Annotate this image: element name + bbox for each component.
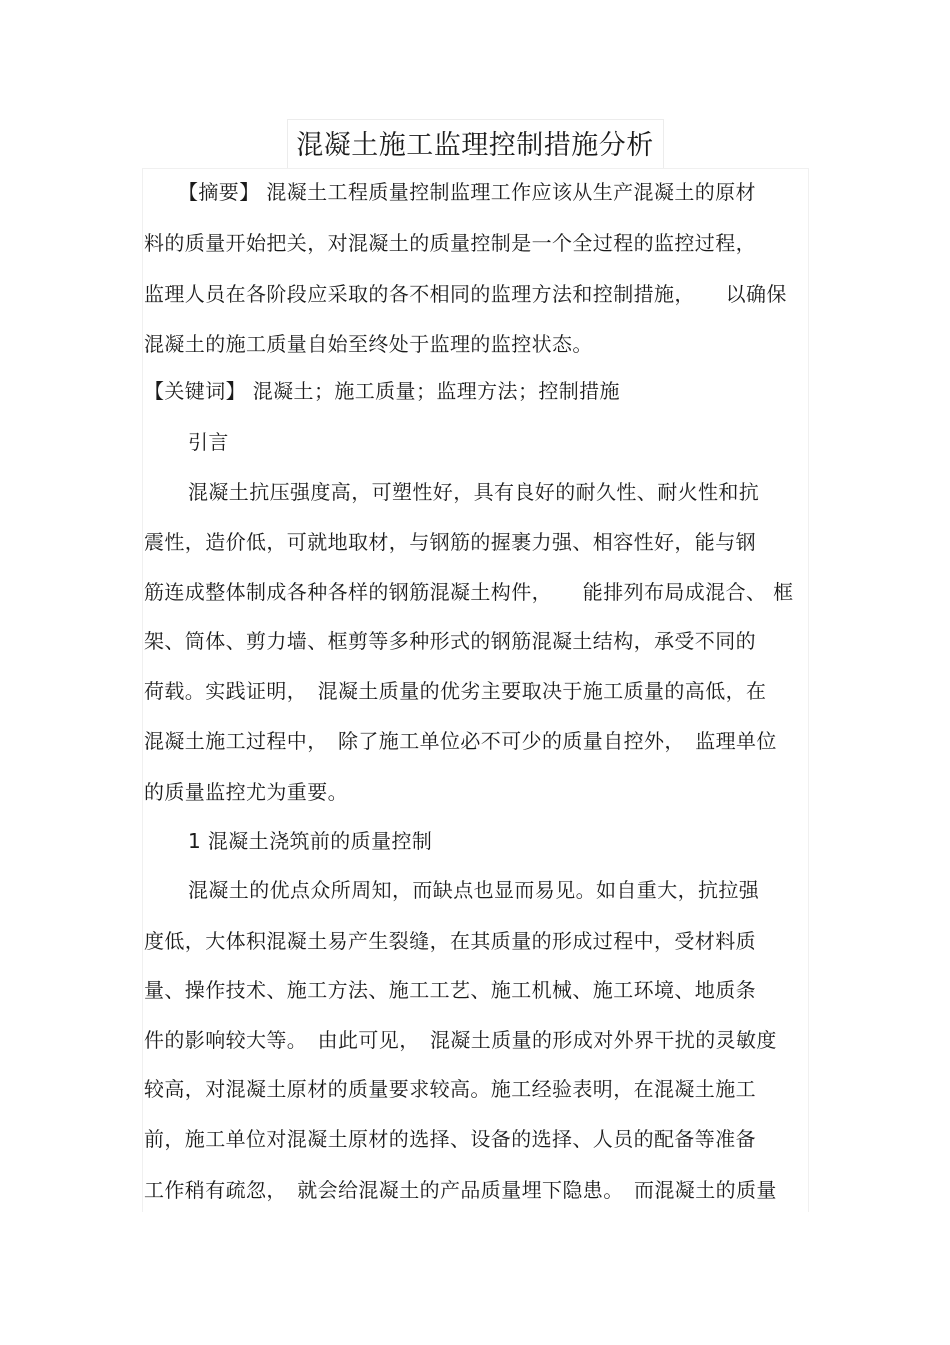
- abstract-line-3: 监理人员在各阶段应采取的各不相同的监理方法和控制措施， 以确保: [144, 282, 787, 306]
- abstract-line-4: 混凝土的施工质量自始至终处于监理的监控状态。: [144, 332, 593, 356]
- intro-paragraph-line-6: 混凝土施工过程中， 除了施工单位必不可少的质量自控外， 监理单位: [144, 729, 777, 753]
- section-heading-intro: 引言: [188, 430, 229, 454]
- section1-paragraph-line-7: 工作稍有疏忽， 就会给混凝土的产品质量埋下隐患。 而混凝土的质量: [144, 1178, 777, 1202]
- section-heading-1: 1 混凝土浇筑前的质量控制: [188, 829, 433, 853]
- intro-paragraph-line-1: 混凝土抗压强度高，可塑性好，具有良好的耐久性、耐火性和抗: [188, 480, 760, 504]
- intro-paragraph-line-3: 筋连成整体制成各种各样的钢筋混凝土构件， 能排列布局成混合、 框: [144, 580, 794, 604]
- section1-paragraph-line-3: 量、操作技术、施工方法、施工工艺、施工机械、施工环境、地质条: [144, 978, 756, 1002]
- intro-paragraph-line-4: 架、筒体、剪力墙、框剪等多种形式的钢筋混凝土结构，承受不同的: [144, 629, 756, 653]
- abstract-line-1: 【摘要】 混凝土工程质量控制监理工作应该从生产混凝土的原材: [178, 180, 756, 204]
- abstract-line-2: 料的质量开始把关，对混凝土的质量控制是一个全过程的监控过程，: [144, 231, 756, 255]
- section1-paragraph-line-6: 前，施工单位对混凝土原材的选择、设备的选择、人员的配备等准备: [144, 1127, 756, 1151]
- document-title: 混凝土施工监理控制措施分析: [296, 130, 654, 161]
- section1-paragraph-line-5: 较高，对混凝土原材的质量要求较高。施工经验表明，在混凝土施工: [144, 1077, 756, 1101]
- intro-paragraph-line-2: 震性，造价低，可就地取材，与钢筋的握裹力强、相容性好，能与钢: [144, 530, 756, 554]
- section1-paragraph-line-4: 件的影响较大等。 由此可见， 混凝土质量的形成对外界干扰的灵敏度: [144, 1028, 777, 1052]
- keywords-line: 【关键词】 混凝土；施工质量；监理方法；控制措施: [144, 379, 620, 403]
- section1-paragraph-line-1: 混凝土的优点众所周知，而缺点也显而易见。如自重大，抗拉强: [188, 878, 760, 902]
- intro-paragraph-line-7: 的质量监控尤为重要。: [144, 780, 348, 804]
- section1-paragraph-line-2: 度低，大体积混凝土易产生裂缝，在其质量的形成过程中，受材料质: [144, 929, 756, 953]
- intro-paragraph-line-5: 荷载。实践证明， 混凝土质量的优劣主要取决于施工质量的高低，在: [144, 679, 767, 703]
